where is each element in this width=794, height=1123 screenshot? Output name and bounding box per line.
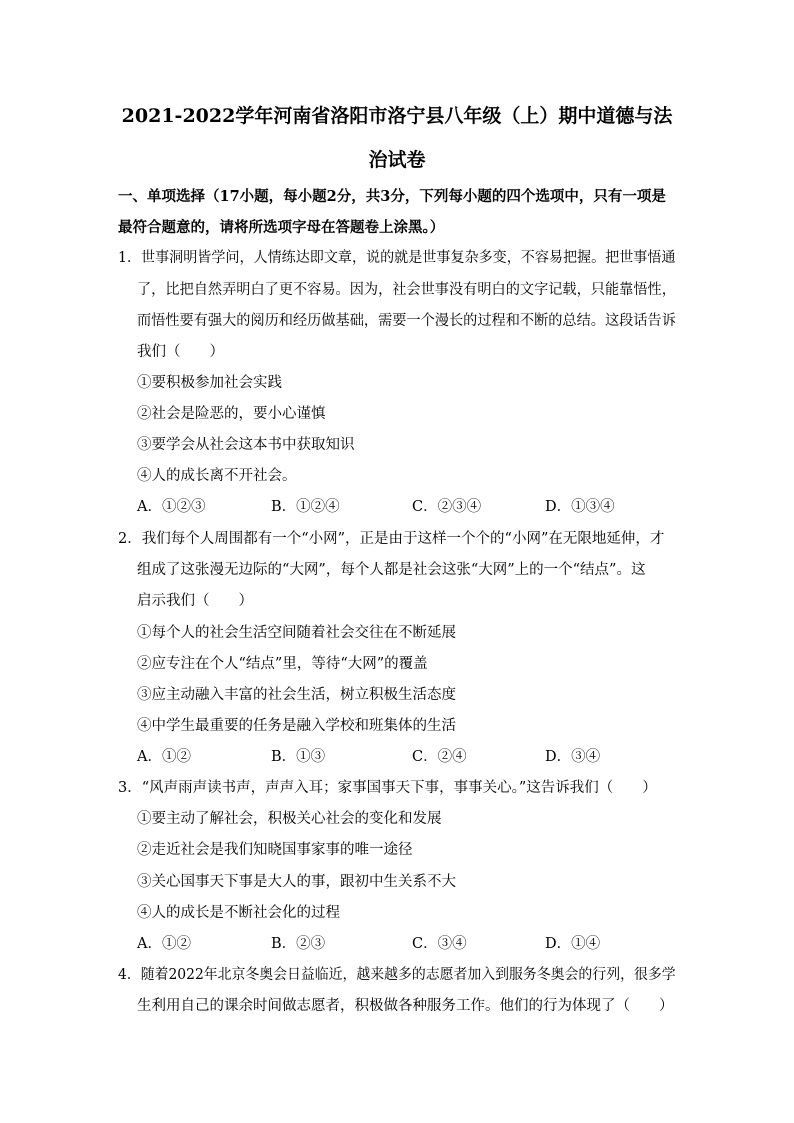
question-stem-line: 4．随着2022年北京冬奥会日益临近，越来越多的志愿者加入到服务冬奥会的行列，很多学: [118, 967, 676, 983]
answer-choice-a: A．①②③: [137, 499, 206, 515]
statement-option: ③要学会从社会这本书中获取知识: [137, 437, 355, 453]
question-stem-line: 组成了这张漫无边际的“大网”，每个人都是社会这张“大网”上的一个“结点”。这: [137, 562, 646, 578]
section-heading: 一、单项选择（17小题，每小题2分，共3分，下列每小题的四个选项中，只有一项是最符合题意的，请将所选项字母在答题卷上涂黑。）: [118, 188, 666, 236]
answer-choice-b: B．①③: [271, 749, 326, 765]
question-stem-line: 启示我们（ ）: [137, 593, 253, 609]
answer-choice-a: A．①②: [137, 936, 191, 952]
question-stem-line: 我们（ ）: [137, 344, 224, 360]
question-stem-line: 了，比把自然弄明白了更不容易。因为，社会世事没有明白的文字记载，只能靠悟性，: [137, 282, 676, 298]
statement-option: ①每个人的社会生活空间随着社会交往在不断延展: [137, 625, 456, 641]
question-stem-line: 2．我们每个人周围都有一个“小网”，正是由于这样一个个的“小网”在无限地延伸，才: [118, 531, 665, 547]
statement-option: ③关心国事天下事是大人的事，跟初中生关系不大: [137, 874, 456, 890]
statement-option: ④人的成长是不断社会化的过程: [137, 905, 340, 921]
question-stem-line: 生利用自己的课余时间做志愿者，积极做各种服务工作。他们的行为体现了（ ）: [137, 998, 674, 1014]
statement-option: ②走近社会是我们知晓国事家事的唯一途径: [137, 842, 413, 858]
answer-choice-c: C．②④: [412, 749, 467, 765]
answer-choice-d: D．①④: [545, 936, 601, 952]
question-stem-line: 而悟性要有强大的阅历和经历做基础，需要一个漫长的过程和不断的总结。这段话告诉: [137, 313, 676, 329]
page-title-line-1: 2021-2022学年河南省洛阳市洛宁县八年级（上）期中道德与法: [121, 105, 673, 127]
answer-choice-d: D．①③④: [545, 499, 615, 515]
statement-option: ②社会是险恶的，要小心谨慎: [137, 406, 326, 422]
answer-choice-b: B．②③: [271, 936, 326, 952]
statement-option: ③应主动融入丰富的社会生活，树立积极生活态度: [137, 687, 456, 703]
answer-choice-c: C．②③④: [412, 499, 482, 515]
answer-choice-b: B．①②④: [271, 499, 340, 515]
statement-option: ④人的成长离不开社会。: [137, 468, 297, 484]
question-stem-line: 1．世事洞明皆学问，人情练达即文章，说的就是世事复杂多变，不容易把握。把世事悟通: [118, 250, 676, 266]
question-stem-line: 3．“风声雨声读书声，声声入耳；家事国事天下事，事事关心。”这告诉我们（ ）: [118, 780, 657, 796]
statement-option: ④中学生最重要的任务是融入学校和班集体的生活: [137, 718, 456, 734]
answer-choice-d: D．③④: [545, 749, 601, 765]
answer-choice-a: A．①②: [137, 749, 191, 765]
statement-option: ②应专注在个人“结点”里，等待“大网”的覆盖: [137, 656, 428, 672]
answer-choice-c: C．③④: [412, 936, 467, 952]
statement-option: ①要主动了解社会，积极关心社会的变化和发展: [137, 811, 442, 827]
page-title-line-2: 治试卷: [368, 149, 426, 171]
statement-option: ①要积极参加社会实践: [137, 375, 282, 391]
